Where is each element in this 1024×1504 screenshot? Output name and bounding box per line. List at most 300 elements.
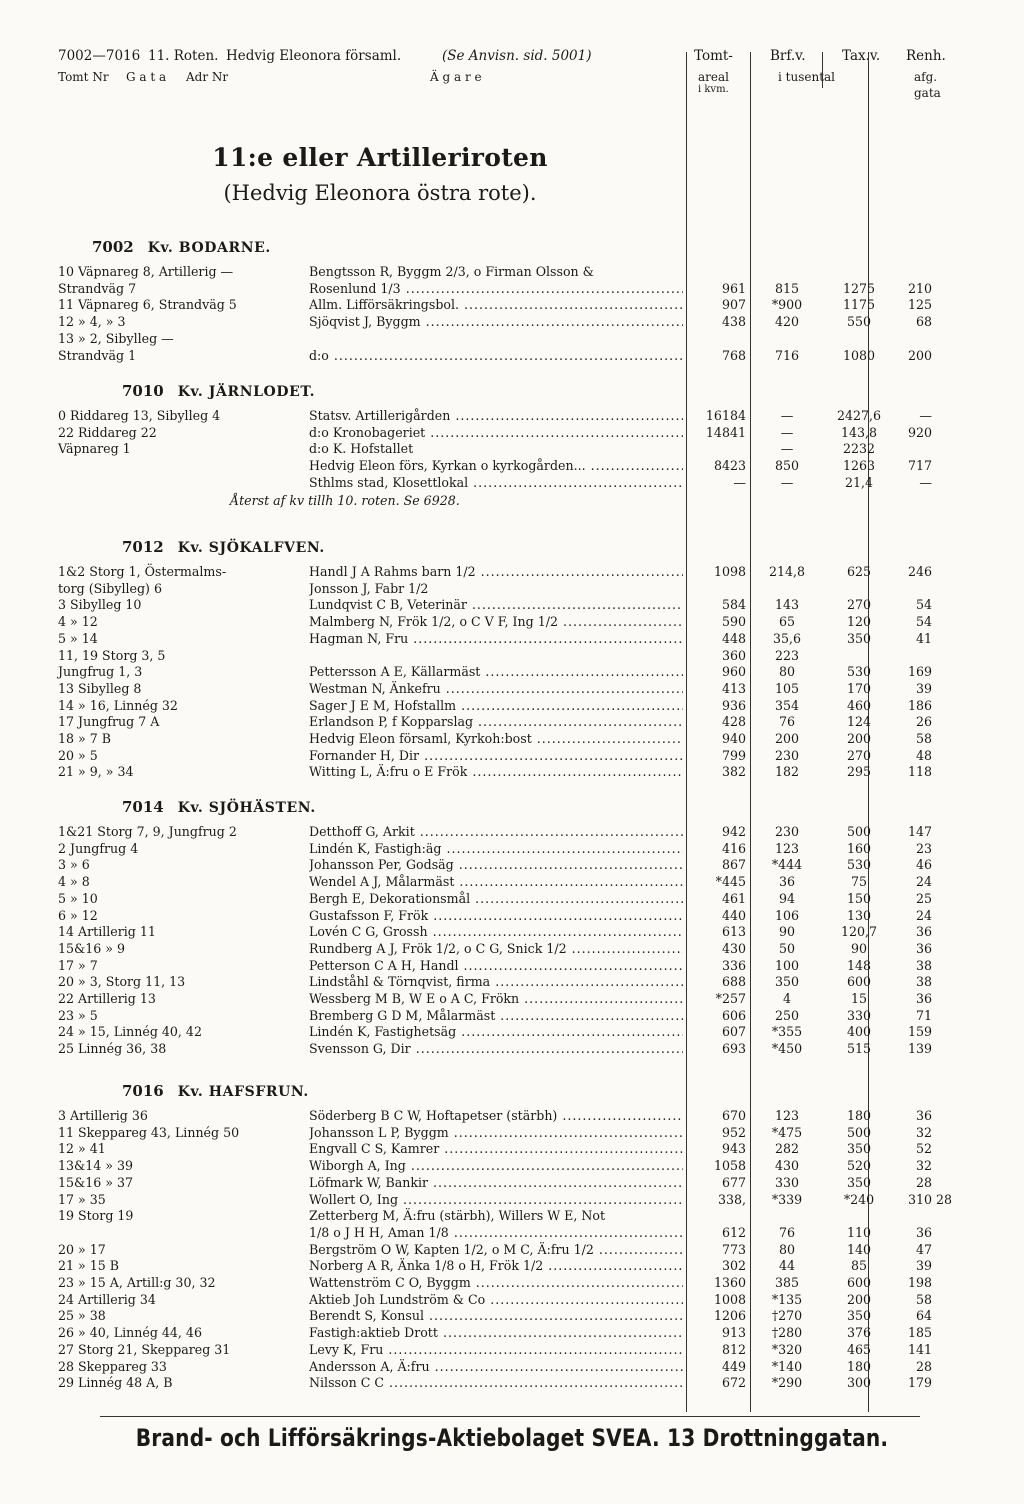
renh-cell: 39: [915, 680, 932, 696]
brf-value-cell: 65: [778, 614, 796, 630]
table-row: [0, 297, 1024, 314]
renh-cell: 28: [915, 1358, 932, 1374]
tax-value-cell: 1275: [842, 280, 876, 296]
owner-cell: Fastigh:aktieb Drott .....: [309, 1325, 683, 1340]
brf-value-cell: 80: [778, 1241, 796, 1257]
tax-value-cell: 350: [846, 1174, 872, 1190]
table-row: [0, 425, 1024, 442]
tax-value-cell: 85: [850, 1258, 868, 1274]
address-cell: 11 Skeppareg 43, Linnég 50: [58, 1124, 240, 1140]
area-cell: 584: [721, 597, 746, 613]
tax-value-cell: 400: [846, 1024, 872, 1040]
owner-cell: Rundberg A J, Frök 1/2, o C G, Snick 1/2 .....: [309, 941, 683, 956]
renh-cell: 32: [915, 1158, 932, 1174]
renh-cell: 147: [907, 824, 932, 839]
table-row: [0, 1158, 1024, 1175]
area-cell: 773: [721, 1241, 746, 1257]
brf-value-cell: 80: [778, 664, 796, 680]
area-cell: 8423: [713, 458, 746, 474]
tax-value-cell: 625: [846, 564, 872, 579]
table-row: [0, 631, 1024, 648]
renh-cell: 39: [915, 1258, 932, 1274]
table-row: [0, 1359, 1024, 1376]
address-cell: 17 Jungfrug 7 A: [58, 714, 160, 730]
area-cell: 1098: [713, 564, 746, 579]
tax-value-cell: 520: [846, 1158, 872, 1174]
address-cell: 11 Väpnareg 6, Strandväg 5: [58, 297, 237, 313]
header-col-renh: Renh.: [906, 48, 946, 64]
area-cell: *445: [715, 874, 746, 890]
owner-cell: 1/8 o J H H, Aman 1/8 .....: [309, 1225, 683, 1240]
table-row: [0, 1258, 1024, 1275]
brf-value-cell: 143: [774, 597, 800, 613]
tax-value-cell: 150: [846, 890, 872, 906]
brf-value-cell: 44: [778, 1258, 796, 1274]
area-cell: 338,: [717, 1191, 746, 1207]
address-cell: 13 » 2, Sibylleg —: [58, 330, 174, 346]
area-cell: 768: [721, 347, 746, 363]
brf-value-cell: *475: [771, 1124, 803, 1140]
brf-value-cell: 250: [774, 1007, 800, 1023]
brf-value-cell: *444: [771, 857, 803, 873]
tax-value-cell: 500: [846, 1124, 872, 1140]
area-cell: 1360: [713, 1275, 746, 1290]
footer-advert: Brand- och Lifförsäkrings-Aktiebolaget SVEA. 13 Drottninggatan.: [135, 1424, 889, 1452]
brf-value-cell: *135: [771, 1291, 803, 1307]
tax-value-cell: 75: [850, 874, 868, 890]
renh-cell: 185: [907, 1325, 932, 1341]
owner-cell: Rosenlund 1/3 .....: [309, 281, 683, 296]
tax-value-cell: 600: [846, 974, 872, 990]
owner-cell: d:o .....: [309, 348, 683, 363]
renh-cell: 41: [915, 630, 932, 646]
owner-cell: Norberg A R, Änka 1/8 o H, Frök 1/2 .....: [309, 1258, 683, 1273]
area-cell: 677: [721, 1174, 746, 1190]
area-cell: 449: [721, 1358, 746, 1374]
table-row: [0, 908, 1024, 925]
area-cell: 428: [721, 714, 746, 730]
brf-value-cell: —: [780, 474, 794, 490]
owner-cell: Wessberg M B, W E o A C, Frökn .....: [309, 991, 683, 1006]
renh-cell: 64: [915, 1308, 932, 1324]
renh-cell: 32: [915, 1124, 932, 1140]
tax-value-cell: 120,7: [840, 924, 878, 940]
owner-cell: Wattenström C O, Byggm .....: [309, 1275, 683, 1290]
address-cell: 15&16 » 9: [58, 940, 125, 956]
renh-cell: 24: [915, 907, 932, 923]
tax-value-cell: 515: [846, 1041, 872, 1057]
tax-value-cell: 180: [846, 1108, 872, 1123]
owner-cell: Bergh E, Dekorationsmål .....: [309, 891, 683, 906]
tax-value-cell: 200: [846, 731, 872, 746]
table-row: [0, 941, 1024, 958]
brf-value-cell: 4: [782, 991, 791, 1006]
tax-value-cell: 1175: [842, 297, 876, 313]
area-cell: 960: [721, 664, 746, 680]
brf-value-cell: 223: [774, 647, 800, 663]
renh-cell: 28: [936, 1191, 953, 1207]
tax-value-cell: 350: [846, 630, 872, 646]
page-subtitle: (Hedvig Eleonora östra rote).: [223, 181, 537, 205]
table-row: [0, 597, 1024, 614]
table-row: [0, 841, 1024, 858]
area-cell: 799: [721, 747, 746, 763]
owner-cell: Allm. Lifförsäkringsbol. .....: [309, 297, 683, 312]
area-cell: 302: [721, 1258, 746, 1274]
brf-value-cell: 94: [778, 890, 796, 906]
kvarter-number: 7014: [122, 798, 164, 816]
table-row: [0, 475, 1024, 492]
brf-value-cell: 385: [774, 1275, 800, 1290]
address-cell: 29 Linnég 48 A, B: [58, 1375, 173, 1391]
address-cell: Jungfrug 1, 3: [58, 664, 143, 680]
table-row: [0, 314, 1024, 331]
area-cell: 438: [721, 314, 746, 330]
renh-cell: 141: [907, 1341, 932, 1357]
kvarter-name: Kv. HAFSFRUN.: [177, 1084, 309, 1100]
header-ref: (Se Anvisn. sid. 5001): [442, 48, 592, 64]
owner-cell: Sjöqvist J, Byggm .....: [309, 314, 683, 329]
renh-cell: 71: [915, 1007, 932, 1023]
address-cell: 21 » 15 B: [58, 1258, 120, 1274]
tax-value-cell: 148: [846, 957, 872, 973]
brf-value-cell: 105: [774, 680, 800, 696]
owner-cell: Johansson L P, Byggm .....: [309, 1125, 683, 1140]
tax-value-cell: 130: [846, 907, 872, 923]
address-cell: 18 » 7 B: [58, 731, 112, 746]
table-row: [0, 348, 1024, 365]
renh-cell: 200: [907, 347, 932, 363]
brf-value-cell: 430: [774, 1158, 800, 1174]
table-row: [0, 1225, 1024, 1242]
brf-value-cell: 230: [774, 824, 800, 839]
tax-value-cell: *240: [843, 1191, 875, 1207]
area-cell: 670: [721, 1108, 746, 1123]
table-row: [0, 1192, 1024, 1209]
area-cell: 693: [721, 1041, 746, 1057]
renh-cell: —: [919, 474, 932, 490]
owner-cell: Levy K, Fru .....: [309, 1342, 683, 1357]
table-row: [0, 748, 1024, 765]
tax-value-cell: 270: [846, 747, 872, 763]
owner-cell: Hagman N, Fru .....: [309, 631, 683, 646]
table-row: [0, 281, 1024, 298]
owner-cell: Wendel A J, Målarmäst .....: [309, 874, 683, 889]
sub-kvm: i kvm.: [698, 84, 729, 95]
sub-afg: afg.: [914, 70, 938, 84]
sub-gata: G a t a: [126, 70, 167, 84]
owner-cell: d:o K. Hofstallet: [309, 441, 414, 457]
table-row: [0, 1108, 1024, 1125]
address-cell: 0 Riddareg 13, Sibylleg 4: [58, 408, 221, 423]
area-cell: 688: [721, 974, 746, 990]
table-row: [0, 1325, 1024, 1342]
renh-cell: 169: [907, 664, 932, 680]
area-cell: 14841: [705, 424, 746, 440]
owner-cell: Jonsson J, Fabr 1/2: [309, 580, 429, 596]
address-cell: 20 » 17: [58, 1241, 106, 1257]
address-cell: Väpnareg 1: [58, 441, 131, 457]
tax-value-cell: 500: [846, 824, 872, 839]
address-cell: 5 » 10: [58, 890, 98, 906]
renh-cell: 36: [915, 940, 932, 956]
address-cell: 14 Artillerig 11: [58, 924, 156, 940]
table-row: [0, 564, 1024, 581]
area-cell: 936: [721, 697, 746, 713]
renh-cell: 25: [915, 890, 932, 906]
table-row: [0, 1024, 1024, 1041]
brf-value-cell: 100: [774, 957, 800, 973]
kvarter-name: Kv. JÄRNLODET.: [177, 384, 316, 400]
address-cell: 6 » 12: [58, 907, 98, 923]
tax-value-cell: 465: [846, 1341, 872, 1357]
kvarter-heading: [122, 798, 316, 816]
kvarter-heading: [122, 1082, 309, 1100]
area-cell: 336: [721, 957, 746, 973]
table-row: [0, 458, 1024, 475]
address-cell: 17 » 35: [58, 1191, 106, 1207]
table-row: [0, 874, 1024, 891]
table-row: [0, 991, 1024, 1008]
footer-divider: [100, 1416, 920, 1417]
brf-value-cell: *290: [771, 1375, 803, 1391]
brf-value-cell: *320: [771, 1341, 803, 1357]
tax-value-cell: 143,8: [840, 424, 878, 440]
renh-cell: 246: [907, 564, 932, 579]
tax-value-cell: 270: [846, 597, 872, 613]
table-row: [0, 958, 1024, 975]
area-cell: 672: [721, 1375, 746, 1391]
address-cell: 12 » 4, » 3: [58, 314, 126, 330]
area-cell: 413: [721, 680, 746, 696]
kvarter-heading: [122, 382, 315, 400]
tax-value-cell: 376: [846, 1325, 872, 1341]
address-cell: 26 » 40, Linnég 44, 46: [58, 1325, 202, 1341]
header-roten: 11. Roten.: [148, 48, 219, 64]
tax-value-cell: 330: [846, 1007, 872, 1023]
brf-value-cell: 214,8: [768, 564, 806, 579]
area-cell: 913: [721, 1325, 746, 1341]
renh-cell: 36: [915, 1108, 932, 1123]
owner-cell: Bremberg G D M, Målarmäst .....: [309, 1008, 683, 1023]
brf-value-cell: 716: [774, 347, 800, 363]
owner-cell: Malmberg N, Frök 1/2, o C V F, Ing 1/2 .....: [309, 614, 683, 629]
renh-cell: —: [919, 408, 932, 423]
brf-value-cell: *140: [771, 1358, 803, 1374]
renh-cell: 54: [915, 614, 932, 630]
table-row: [0, 1242, 1024, 1259]
table-row: [0, 731, 1024, 748]
tax-value-cell: 2427,6: [836, 408, 882, 423]
header-parish: Hedvig Eleonora församl.: [226, 48, 402, 64]
kvarter-heading: [122, 538, 325, 556]
sub-agare: Ä g a r e: [430, 70, 482, 84]
renh-cell: 36: [915, 924, 932, 940]
owner-cell: Berendt S, Konsul .....: [309, 1308, 683, 1323]
table-row: [0, 264, 1024, 281]
address-cell: 19 Storg 19: [58, 1208, 134, 1224]
brf-value-cell: †270: [771, 1308, 803, 1324]
area-cell: 448: [721, 630, 746, 646]
owner-cell: Sager J E M, Hofstallm .....: [309, 698, 683, 713]
owner-cell: Lindén K, Fastighetsäg .....: [309, 1024, 683, 1039]
address-cell: 23 » 15 A, Artill:g 30, 32: [58, 1275, 216, 1290]
table-row: [0, 648, 1024, 665]
owner-cell: Lindståhl & Törnqvist, firma .....: [309, 974, 683, 989]
address-cell: 21 » 9, » 34: [58, 764, 134, 780]
renh-cell: 179: [907, 1375, 932, 1391]
owner-cell: Witting L, Ä:fru o E Frök .....: [309, 764, 683, 779]
brf-value-cell: 182: [774, 764, 800, 780]
address-cell: 20 » 5: [58, 747, 98, 763]
tax-value-cell: 530: [846, 857, 872, 873]
brf-value-cell: 106: [774, 907, 800, 923]
address-cell: 22 Riddareg 22: [58, 424, 157, 440]
address-cell: 22 Artillerig 13: [58, 991, 156, 1006]
header-range: 7002—7016: [58, 48, 141, 64]
table-row: [0, 891, 1024, 908]
owner-cell: Bengtsson R, Byggm 2/3, o Firman Olsson &: [309, 264, 594, 279]
sub-areal: areal: [698, 70, 729, 84]
tax-value-cell: 1263: [842, 458, 876, 474]
brf-value-cell: 36: [778, 874, 796, 890]
renh-cell: 38: [915, 974, 932, 990]
address-cell: 3 » 6: [58, 857, 90, 873]
tax-value-cell: 1080: [842, 347, 876, 363]
area-cell: 1206: [713, 1308, 746, 1324]
address-cell: 4 » 12: [58, 614, 98, 630]
renh-cell: 186: [907, 697, 932, 713]
tax-value-cell: 160: [846, 840, 872, 856]
renh-cell: 36: [915, 1224, 932, 1240]
table-row: [0, 1125, 1024, 1142]
renh-cell: 52: [915, 1141, 932, 1157]
owner-cell: Hedvig Eleon förs, Kyrkan o kyrkogården... .....: [309, 458, 683, 473]
brf-value-cell: 50: [778, 940, 796, 956]
kvarter-heading: [92, 238, 271, 256]
table-row: [0, 1208, 1024, 1225]
page-title: 11:e eller Artilleriroten: [212, 143, 548, 172]
owner-cell: Erlandson P, f Kopparslag .....: [309, 714, 683, 729]
renh-cell: 125: [907, 297, 932, 313]
tax-value-cell: 140: [846, 1241, 872, 1257]
renh-cell: 26: [915, 714, 932, 730]
sub-tusental: i tusental: [778, 70, 836, 84]
address-cell: Strandväg 1: [58, 347, 137, 363]
brf-value-cell: *900: [771, 297, 803, 313]
area-cell: 961: [721, 280, 746, 296]
address-cell: 28 Skeppareg 33: [58, 1358, 167, 1374]
owner-cell: Petterson C A H, Handl .....: [309, 958, 683, 973]
owner-cell: Löfmark W, Bankir .....: [309, 1175, 683, 1190]
address-cell: 3 Artillerig 36: [58, 1108, 148, 1123]
address-cell: 13&14 » 39: [58, 1158, 133, 1174]
kvarter-name: Kv. BODARNE.: [147, 240, 271, 256]
renh-cell: 198: [907, 1275, 932, 1290]
kvarter-name: Kv. SJÖKALFVEN.: [177, 540, 325, 556]
owner-cell: Nilsson C C .....: [309, 1375, 683, 1390]
renh-cell: 24: [915, 874, 932, 890]
address-cell: Strandväg 7: [58, 280, 137, 296]
owner-cell: Fornander H, Dir .....: [309, 748, 683, 763]
tax-value-cell: 170: [846, 680, 872, 696]
renh-cell: 139: [907, 1041, 932, 1057]
brf-value-cell: 76: [778, 714, 796, 730]
area-cell: 940: [721, 731, 746, 746]
address-cell: torg (Sibylleg) 6: [58, 580, 162, 596]
address-cell: 25 Linnég 36, 38: [58, 1041, 167, 1057]
address-cell: 4 » 8: [58, 874, 90, 890]
address-cell: 17 » 7: [58, 957, 98, 973]
tax-value-cell: 90: [850, 940, 868, 956]
area-cell: 952: [721, 1124, 746, 1140]
brf-value-cell: 282: [774, 1141, 800, 1157]
tax-value-cell: 180: [846, 1358, 872, 1374]
table-row: [0, 974, 1024, 991]
address-cell: 1&2 Storg 1, Östermalms-: [58, 564, 227, 579]
renh-cell: 68: [915, 314, 932, 330]
area-cell: —: [733, 474, 746, 490]
tax-value-cell: 350: [846, 1308, 872, 1324]
area-cell: 16184: [705, 408, 746, 423]
area-cell: 867: [721, 857, 746, 873]
brf-value-cell: 850: [774, 458, 800, 474]
header-col-brf: Brf.v.: [770, 48, 806, 64]
tax-value-cell: 530: [846, 664, 872, 680]
table-row: [0, 714, 1024, 731]
table-row: [0, 698, 1024, 715]
brf-value-cell: *450: [771, 1041, 803, 1057]
brf-value-cell: 815: [774, 280, 800, 296]
renh-cell: 159: [907, 1024, 932, 1040]
address-cell: 12 » 41: [58, 1141, 106, 1157]
renh-cell: 38: [915, 957, 932, 973]
table-row: [0, 331, 1024, 348]
sub-adrnr: Adr Nr: [186, 70, 229, 84]
table-row: [0, 408, 1024, 425]
tax-value-cell: 295: [846, 764, 872, 780]
area-cell: *257: [715, 991, 746, 1006]
renh-cell: 118: [907, 764, 932, 780]
renh-cell: 210: [907, 280, 932, 296]
table-row: [0, 614, 1024, 631]
owner-cell: Pettersson A E, Källarmäst .....: [309, 664, 683, 679]
renh-cell: 717: [907, 458, 932, 474]
owner-cell: Handl J A Rahms barn 1/2 .....: [309, 564, 683, 579]
renh-cell: 48: [915, 747, 932, 763]
brf-value-cell: —: [780, 441, 794, 457]
brf-value-cell: 330: [774, 1174, 800, 1190]
kvarter-name: Kv. SJÖHÄSTEN.: [177, 800, 316, 816]
area-cell: 606: [721, 1007, 746, 1023]
brf-value-cell: *355: [771, 1024, 803, 1040]
tax-value-cell: 550: [846, 314, 872, 330]
kvarter-number: 7012: [122, 538, 164, 556]
table-row: [0, 1141, 1024, 1158]
area-cell: 1008: [713, 1291, 746, 1307]
brf-value-cell: 420: [774, 314, 800, 330]
section-note: Återst af kv tillh 10. roten. Se 6928.: [230, 492, 460, 508]
sub-gata2: gata: [914, 86, 941, 100]
table-row: [0, 1275, 1024, 1292]
owner-cell: Zetterberg M, Ä:fru (stärbh), Willers W E, Not: [309, 1208, 606, 1224]
owner-cell: Wiborgh A, Ing .....: [309, 1158, 683, 1173]
address-cell: 24 » 15, Linnég 40, 42: [58, 1024, 202, 1040]
owner-cell: d:o Kronobageriet .....: [309, 425, 683, 440]
table-row: [0, 1342, 1024, 1359]
brf-value-cell: 123: [774, 1108, 800, 1123]
tax-value-cell: 110: [846, 1224, 872, 1240]
